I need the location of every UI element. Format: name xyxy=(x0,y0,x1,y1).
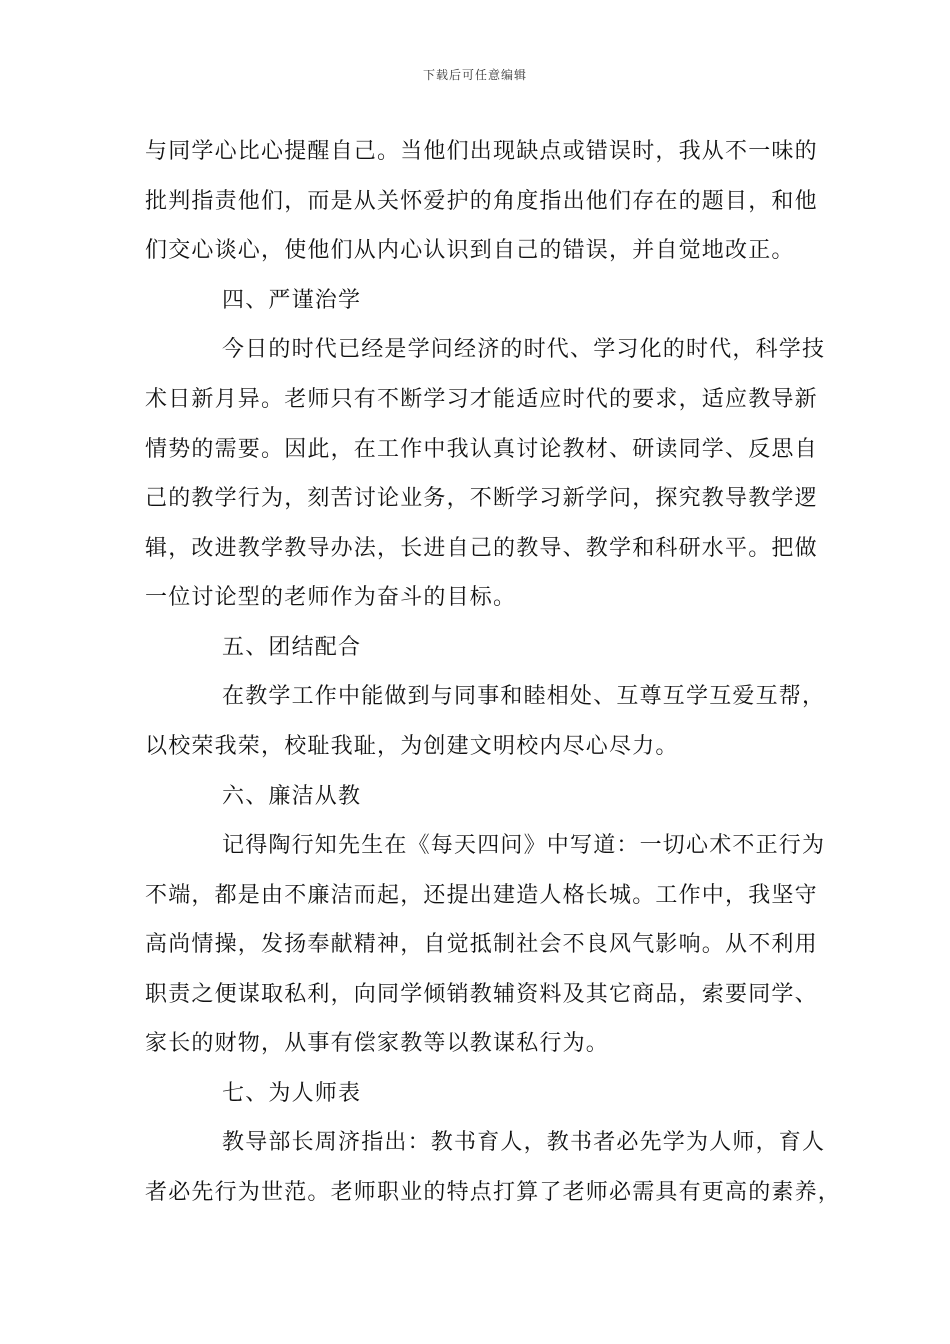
page-header: 下载后可任意编辑 xyxy=(422,68,527,82)
text-line: 情势的需要。因此，在工作中我认真讨论教材、研读同学、反思自 xyxy=(145,437,818,462)
text-line: 不端，都是由不廉洁而起，还提出建造人格长城。工作中，我坚守 xyxy=(145,883,818,908)
text-line: 一位讨论型的老师作为奋斗的目标。 xyxy=(145,585,517,610)
text-line: 们交心谈心，使他们从内心认识到自己的错误，并自觉地改正。 xyxy=(145,238,795,263)
text-line: 辑，改进教学教导办法，长进自己的教导、教学和科研水平。把做 xyxy=(145,536,818,561)
text-line: 职责之便谋取私利，向同学倾销教辅资料及其它商品，索要同学、 xyxy=(145,982,818,1007)
section-heading: 四、严谨治学 xyxy=(222,288,362,313)
section-heading: 六、廉洁从教 xyxy=(222,784,362,809)
section-heading: 七、为人师表 xyxy=(222,1081,362,1106)
text-line: 记得陶行知先生在《每天四问》中写道：一切心术不正行为 xyxy=(222,833,826,858)
text-line: 家长的财物，从事有偿家教等以教谋私行为。 xyxy=(145,1031,610,1056)
text-line: 今日的时代已经是学问经济的时代、学习化的时代，科学技 xyxy=(222,337,826,362)
text-line: 己的教学行为，刻苦讨论业务，不断学习新学问，探究教导教学逻 xyxy=(145,486,818,511)
section-heading: 五、团结配合 xyxy=(222,635,362,660)
text-line: 以校荣我荣，校耻我耻，为创建文明校内尽心尽力。 xyxy=(145,734,679,759)
text-line: 与同学心比心提醒自己。当他们出现缺点或错误时，我从不一味的 xyxy=(145,139,818,164)
text-line: 批判指责他们，而是从关怀爱护的角度指出他们存在的题目，和他 xyxy=(145,189,818,214)
text-line: 教导部长周济指出：教书育人，教书者必先学为人师，育人 xyxy=(222,1130,826,1155)
text-line: 者必先行为世范。老师职业的特点打算了老师必需具有更高的素养， xyxy=(145,1180,842,1205)
text-line: 高尚情操，发扬奉献精神，自觉抵制社会不良风气影响。从不利用 xyxy=(145,932,818,957)
text-line: 术日新月异。老师只有不断学习才能适应时代的要求，适应教导新 xyxy=(145,387,818,412)
text-line: 在教学工作中能做到与同事和睦相处、互尊互学互爱互帮， xyxy=(222,684,826,709)
